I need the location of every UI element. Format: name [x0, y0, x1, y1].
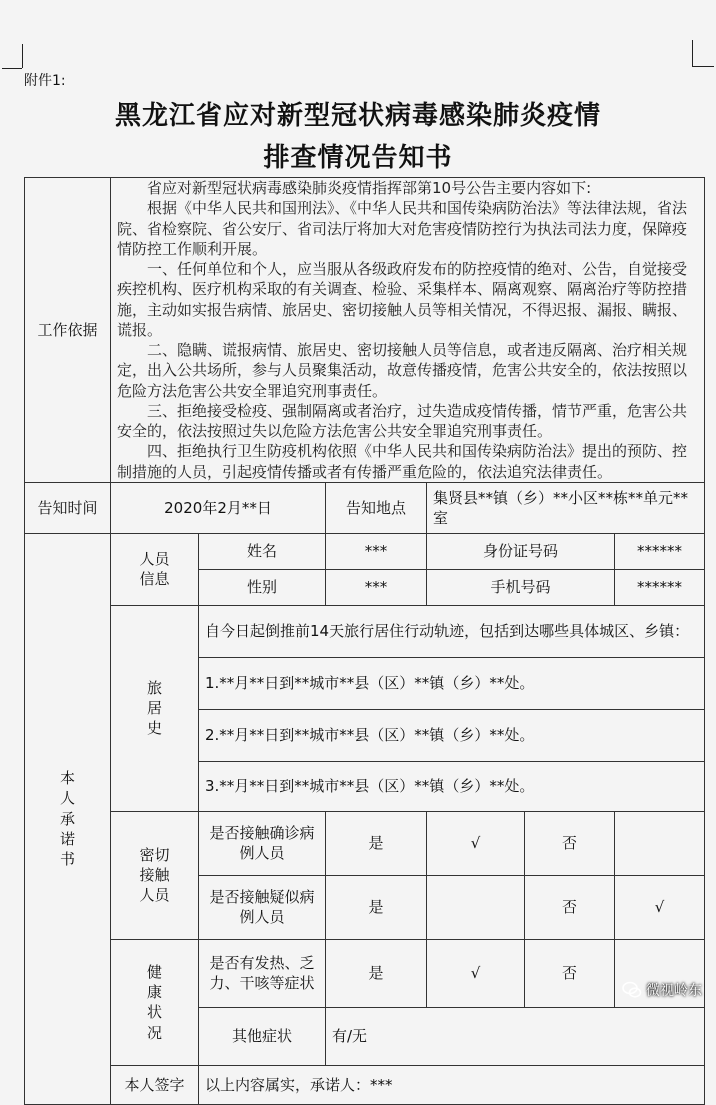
- travel-entry[interactable]: 2.**月**日到**城市**县（区）**镇（乡）**处。: [199, 709, 705, 761]
- other-symptoms-label: 其他症状: [199, 1007, 326, 1065]
- wechat-icon: [622, 980, 642, 1000]
- id-number-label: 身份证号码: [427, 533, 615, 569]
- gender-label: 性别: [199, 569, 326, 605]
- travel-entry[interactable]: 3.**月**日到**城市**县（区）**镇（乡）**处。: [199, 761, 705, 811]
- crop-mark-top-left: [22, 44, 23, 68]
- travel-history-label: 旅 居 史: [111, 605, 199, 811]
- basis-paragraph: 一、任何单位和个人，应当服从各级政府发布的防控疫情的绝对、公告，自觉接受疾控机构、医疗机构采取的有关调查、检验、采集样本、隔离观察、隔离治疗等防控措施，主动如实报告病情、旅居史、密切接触人员等相关情况，不得迟报、漏报、瞒报、谎报。: [117, 260, 688, 339]
- pledge-section-label: 本 人 承 诺 书: [25, 533, 111, 1104]
- health-status-label: 健 康 状 况: [111, 939, 199, 1065]
- contact-confirmed-no-label: 否: [525, 811, 615, 875]
- attachment-label: 附件1:: [24, 73, 66, 89]
- phone-label: 手机号码: [427, 569, 615, 605]
- name-value[interactable]: ***: [326, 533, 427, 569]
- contact-confirmed-no-box[interactable]: [615, 811, 705, 875]
- contact-confirmed-question: 是否接触确诊病例人员: [199, 811, 326, 875]
- id-number-value[interactable]: ******: [615, 533, 705, 569]
- symptom-no-label: 否: [525, 939, 615, 1007]
- crop-mark-top-right: [692, 40, 693, 66]
- contact-confirmed-yes-box[interactable]: √: [427, 811, 525, 875]
- symptom-yes-box[interactable]: √: [427, 939, 525, 1007]
- contact-confirmed-yes-label: 是: [326, 811, 427, 875]
- contact-suspected-no-box[interactable]: √: [615, 875, 705, 939]
- basis-paragraph: 三、拒绝接受检疫、强制隔离或者治疗，过失造成疫情传播，情节严重，危害公共安全的，依法按照过失以危险方法危害公共安全罪追究刑事责任。: [117, 401, 688, 440]
- basis-paragraph: 二、隐瞒、谎报病情、旅居史、密切接触人员等信息，或者违反隔离、治疗相关规定，出入公共场所，参与人员聚集活动，故意传播疫情，危害公共安全的，依法按照以危险方法危害公共安全罪追究刑事责任。: [117, 341, 688, 400]
- close-contact-label: 密切 接触 人员: [111, 811, 199, 939]
- basis-paragraph: 根据《中华人民共和国刑法》、《中华人民共和国传染病防治法》等法律法规，省法院、省检察院、省公安厅、省司法厅将加大对危害疫情防控行为执法司法力度，保障疫情防控工作顺利开展。: [117, 199, 688, 258]
- contact-suspected-yes-box[interactable]: [427, 875, 525, 939]
- document-title: 黑龙江省应对新型冠状病毒感染肺炎疫情: [114, 101, 601, 131]
- watermark: [622, 980, 702, 1000]
- document-subtitle: 排查情况告知书: [263, 143, 453, 173]
- symptom-yes-label: 是: [326, 939, 427, 1007]
- notice-form-table: [24, 177, 705, 1105]
- crop-mark-top-right: [692, 66, 714, 67]
- work-basis-label: 工作依据: [25, 178, 111, 483]
- signature-statement[interactable]: 以上内容属实，承诺人：***: [199, 1065, 705, 1104]
- basis-paragraph: 省应对新型冠状病毒感染肺炎疫情指挥部第10号公告主要内容如下:: [147, 179, 592, 197]
- notice-place-value[interactable]: 集贤县**镇（乡）**小区**栋**单元**室: [427, 482, 705, 533]
- name-label: 姓名: [199, 533, 326, 569]
- gender-value[interactable]: ***: [326, 569, 427, 605]
- notice-time-label: 告知时间: [25, 482, 111, 533]
- notice-time-value[interactable]: 2020年2月**日: [111, 482, 326, 533]
- phone-value[interactable]: ******: [615, 569, 705, 605]
- personal-info-label: 人员 信息: [111, 533, 199, 605]
- basis-paragraph: 四、拒绝执行卫生防疫机构依照《中华人民共和国传染病防治法》提出的预防、控制措施的人员，引起疫情传播或者有传播严重危险的，依法追究法律责任。: [117, 442, 688, 481]
- work-basis-content: [111, 178, 705, 483]
- watermark-text: 微视岭东: [646, 983, 702, 999]
- notice-place-label: 告知地点: [326, 482, 427, 533]
- travel-entry[interactable]: 1.**月**日到**城市**县（区）**镇（乡）**处。: [199, 657, 705, 709]
- crop-mark-top-left: [2, 68, 22, 69]
- other-symptoms-value[interactable]: 有/无: [326, 1007, 705, 1065]
- symptom-question: 是否有发热、乏力、干咳等症状: [199, 939, 326, 1007]
- signature-label: 本人签字: [111, 1065, 199, 1104]
- travel-intro: 自今日起倒推前14天旅行居住行动轨迹，包括到达哪些具体城区、乡镇：: [199, 605, 705, 657]
- contact-suspected-no-label: 否: [525, 875, 615, 939]
- contact-suspected-question: 是否接触疑似病例人员: [199, 875, 326, 939]
- contact-suspected-yes-label: 是: [326, 875, 427, 939]
